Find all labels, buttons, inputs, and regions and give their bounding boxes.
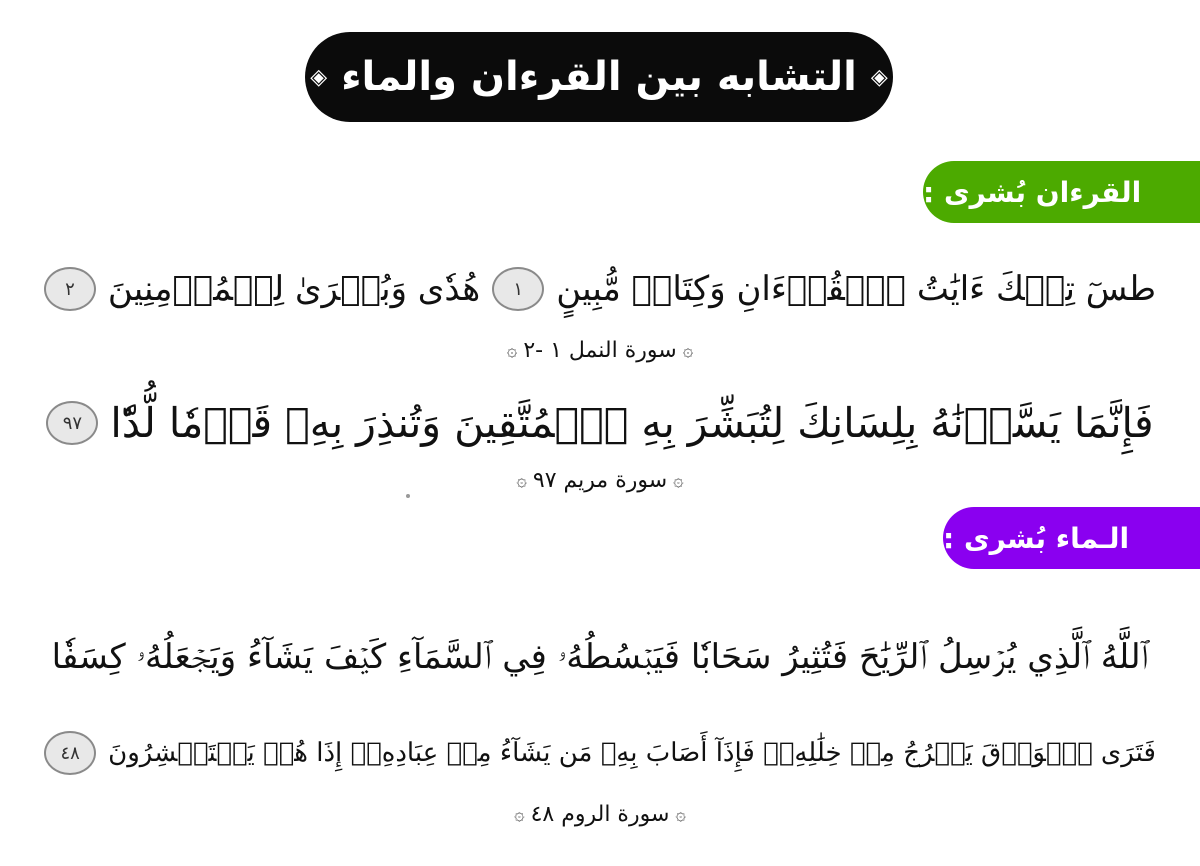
reference-text: سورة الروم ٤٨	[530, 801, 670, 827]
verse-text: فَإِنَّمَا يَسَّرۡنَٰهُ بِلِسَانِكَ لِتُبَشِّرَ بِهِ ٱلۡمُتَّقِينَ وَتُنذِرَ بِهِۦ قَوۡمٗا لُّدّٗا	[110, 399, 1154, 447]
diamond-ornament-icon: ◈	[870, 64, 888, 90]
stray-dot	[406, 494, 410, 498]
verse-text: فَتَرَى ٱلۡوَدۡقَ يَخۡرُجُ مِنۡ خِلَٰلِهِۦۖ فَإِذَآ أَصَابَ بِهِۦ مَن يَشَآءُ مِنۡ عِبَادِهِۦٓ إِذَا هُمۡ يَسۡتَبۡشِرُونَ	[108, 738, 1156, 768]
section-label-text: الـماء بُشرى :	[943, 521, 1130, 555]
page-title: التشابه بين القرءان والماء	[341, 54, 857, 100]
verse-number-marker: ٢	[44, 267, 96, 311]
title-banner	[305, 32, 893, 122]
ornament-icon: ۞	[675, 803, 686, 825]
verse-number-marker: ٤٨	[44, 731, 96, 775]
verse-reference	[0, 798, 1200, 830]
verse-line	[40, 392, 1160, 454]
verse-number-marker: ١	[492, 267, 544, 311]
verse-text: طسٓ تِلۡكَ ءَايَٰتُ ٱلۡقُرۡءَانِ وَكِتَابٖ مُّبِينٍ	[556, 269, 1157, 309]
verse-text: هُدٗى وَبُشۡرَىٰ لِلۡمُؤۡمِنِينَ	[107, 269, 481, 309]
verse-reference	[0, 334, 1200, 366]
verse-number-marker: ٩٧	[46, 401, 98, 445]
verse-text: ٱللَّهُ ٱلَّذِي يُرۡسِلُ ٱلرِّيَٰحَ فَتُثِيرُ سَحَابٗا فَيَبۡسُطُهُۥ فِي ٱلسَّمَآءِ كَيۡفَ يَشَآءُ وَيَجۡعَلُهُۥ كِسَفٗا	[51, 637, 1149, 677]
verse-line	[40, 626, 1160, 688]
ornament-icon: ۞	[516, 469, 527, 491]
verse-line	[40, 258, 1160, 320]
verse-reference	[0, 464, 1200, 496]
section-label-quran	[923, 161, 1200, 223]
ornament-icon: ۞	[673, 469, 684, 491]
ornament-icon: ۞	[514, 803, 525, 825]
ornament-icon: ۞	[506, 339, 518, 361]
ornament-icon: ۞	[682, 339, 694, 361]
verse-line	[40, 722, 1160, 784]
reference-text: سورة مريم ٩٧	[532, 467, 668, 493]
section-label-text: القرءان بُشرى :	[923, 175, 1142, 209]
section-label-water	[943, 507, 1200, 569]
reference-text: سورة النمل ١ -٢	[523, 337, 677, 363]
diamond-ornament-icon: ◈	[310, 64, 328, 90]
